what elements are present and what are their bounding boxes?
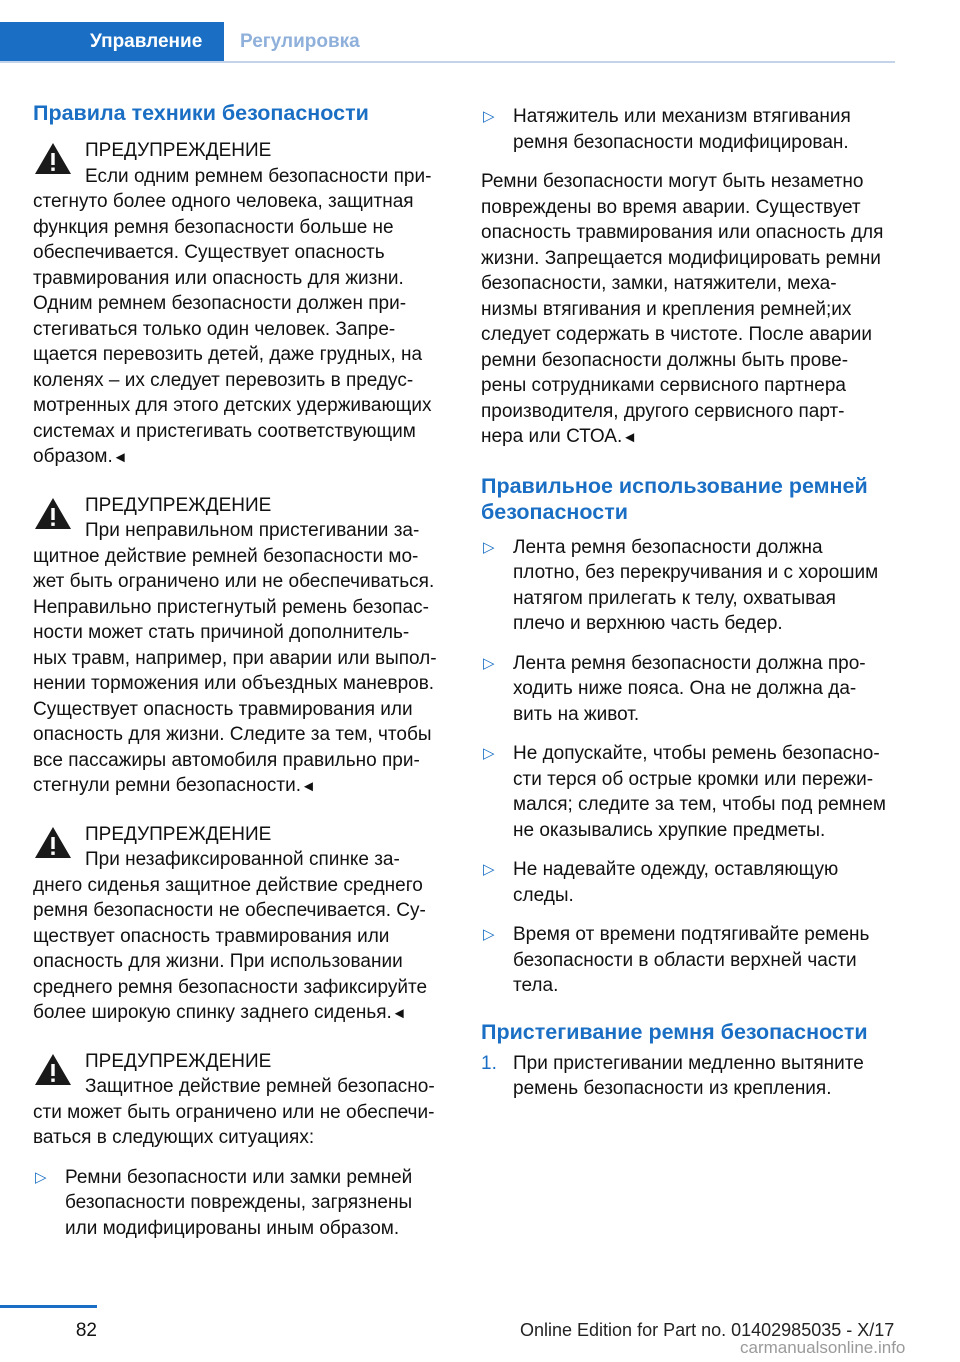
list-item-line: Лента ремня безопасности должна про- (513, 652, 866, 674)
list-item-line: ремень безопасности из крепления. (513, 1078, 832, 1099)
list-item-line: тела. (513, 975, 559, 996)
warning-text-line (33, 444, 448, 471)
header-divider (0, 61, 895, 63)
warning-triangle-icon (33, 140, 73, 176)
page-number: 82 (75, 1320, 97, 1341)
list-item-line: сти терся об острые кромки или пережи- (513, 768, 874, 790)
warning-text-line: щитное действие ремней безопасности мо- (33, 545, 419, 567)
step-number: 1. (481, 1052, 497, 1074)
list-item (481, 922, 896, 999)
warning-triangle-icon (33, 824, 73, 860)
left-column (33, 100, 448, 1255)
triangle-bullet-icon: ▷ (483, 538, 495, 556)
edition-note: Online Edition for Part no. 01402985035 - X/17 (520, 1320, 895, 1340)
warning-label: ПРЕДУПРЕЖДЕНИЕ (85, 140, 272, 161)
warning-block (33, 493, 448, 800)
warning-text-line: системах и пристегивать соответствующим (33, 420, 416, 442)
warning-text-line: функция ремня безопасности больше не (33, 216, 394, 238)
warning-text: образом. (33, 446, 113, 467)
warning-text-line: Существует опасность травмирования или (33, 698, 413, 720)
list-item-line: Время от времени подтягивайте ремень (513, 924, 870, 945)
triangle-bullet-icon: ▷ (483, 654, 495, 672)
list-item-line: Не надевайте одежду, оставляющую (513, 859, 839, 880)
warning-text-line: травмирования или опасность для жизни. (33, 267, 404, 289)
end-mark: ◄ (301, 778, 316, 795)
section-title-safety-rules: Правила техники безопасности (33, 101, 369, 125)
warning-text-line: ремня безопасности не обеспечивается. Су- (33, 900, 426, 921)
list-item-line: При пристегивании медленно вытяните (513, 1052, 864, 1074)
list-item-line: Не допускайте, чтобы ремень безопасно- (513, 743, 880, 764)
warning-text-line: опасность для жизни. Следите за тем, чтобы (33, 724, 432, 745)
list-item (481, 535, 896, 637)
warning-text-line: обеспечивается. Существует опасность (33, 242, 385, 263)
warning-text-line: нении торможения или объездных маневров. (33, 673, 435, 694)
section-title-line: Правильное использование ремней (481, 473, 868, 498)
list-item (33, 1165, 448, 1242)
numbered-list (481, 1051, 896, 1102)
warning-label: ПРЕДУПРЕЖДЕНИЕ (85, 823, 272, 845)
list-item-line: мался; следите за тем, чтобы под ремнем (513, 794, 886, 815)
warning-triangle-icon (33, 1051, 73, 1087)
paragraph-line: безопасности, замки, натяжители, меха- (481, 273, 837, 294)
warning-text-line: ваться в следующих ситуациях: (33, 1127, 315, 1148)
section-title-line: безопасности (481, 499, 628, 524)
paragraph (481, 169, 896, 451)
paragraph-line (481, 424, 896, 451)
triangle-bullet-icon: ▷ (483, 108, 495, 125)
warning-text-line: днего сиденья защитное действие среднего (33, 874, 423, 896)
warning-text-line: все пассажиры автомобиля правильно при- (33, 749, 420, 771)
list-item (481, 104, 896, 155)
list-item (481, 741, 896, 843)
list-item-line: Ремни безопасности или замки ремней (65, 1166, 413, 1188)
warning-text-line: стегиваться только один человек. Запре- (33, 318, 396, 340)
warning-label: ПРЕДУПРЕЖДЕНИЕ (85, 494, 272, 516)
warning-text: стегнули ремни безопасности. (33, 775, 302, 796)
warning-text-line: Неправильно пристегнутый ремень безопас- (33, 596, 429, 618)
paragraph-line: производителя, другого сервисного парт- (481, 400, 845, 422)
warning-text-line: При незафиксированной спинке за- (85, 849, 400, 870)
section-title-correct-use (481, 473, 896, 525)
end-mark: ◄ (391, 1005, 407, 1022)
warning-text-line: Одним ремнем безопасности должен при- (33, 293, 407, 314)
paragraph-line: низмы втягивания и крепления ремней;их (481, 298, 852, 320)
section-title-fastening: Пристегивание ремня безопасности (481, 1019, 868, 1044)
warning-block (33, 1049, 448, 1151)
list-item-line: Лента ремня безопасности должна (513, 536, 823, 558)
warning-block (33, 822, 448, 1027)
warning-triangle-icon (33, 495, 73, 531)
list-item-line: не оказывались хрупкие предметы. (513, 819, 826, 841)
warning-text-line: ществует опасность травмирования или (33, 925, 390, 947)
end-mark: ◄ (112, 449, 128, 466)
paragraph-line: рены сотрудниками сервисного партнера (481, 375, 846, 396)
warning-text-line: опасность для жизни. При использовании (33, 951, 403, 972)
list-item-line: или модифицированы иным образом. (65, 1217, 400, 1239)
list-item-line: Натяжитель или механизм втягивания (513, 106, 851, 127)
list-item-line: плечо и верхнюю часть бедер. (513, 613, 783, 634)
right-column (481, 104, 896, 1102)
list-item-line: следы. (513, 884, 574, 906)
list-item-line: плотно, без перекручивания и с хорошим (513, 562, 879, 583)
warning-text-line (33, 773, 448, 800)
triangle-bullet-icon: ▷ (483, 861, 495, 878)
paragraph-line: опасность травмирования или опасность для (481, 222, 884, 243)
triangle-bullet-icon: ▷ (35, 1168, 47, 1186)
tab-adjustments[interactable]: Регулировка (240, 31, 360, 52)
triangle-bullet-icon: ▷ (483, 926, 495, 943)
list-item-line: ремня безопасности модифицирован. (513, 131, 849, 153)
warning-text-line: коленях – их следует перевозить в предус- (33, 369, 414, 391)
header (0, 22, 895, 62)
list-item-line: ходить ниже пояса. Она не должна да- (513, 678, 857, 699)
watermark: carmanualsonline.info (740, 1338, 906, 1357)
warning-text-line: среднего ремня безопасности зафиксируйте (33, 976, 428, 998)
paragraph-line: жизни. Запрещается модифицировать ремни (481, 247, 881, 269)
paragraph-line: следует содержать в чистоте. После аварии (481, 324, 872, 345)
paragraph-line: Ремни безопасности могут быть незаметно (481, 171, 864, 192)
tab-controls[interactable]: Управление (0, 22, 224, 62)
warning-text-line (33, 1000, 448, 1027)
bullet-list (481, 535, 896, 999)
warning-text: более широкую спинку заднего сиденья. (33, 1002, 392, 1023)
list-item (481, 1051, 896, 1102)
list-item-line: безопасности повреждены, загрязнены (65, 1192, 413, 1213)
warning-text-line: щается перевозить детей, даже грудных, на (33, 344, 423, 365)
end-mark: ◄ (622, 429, 638, 446)
warning-block (33, 138, 448, 471)
list-item-line: вить на живот. (513, 703, 640, 725)
warning-text-line: При неправильном пристегивании за- (85, 520, 420, 541)
warning-text-line: Если одним ремнем безопасности при- (85, 165, 432, 187)
list-item-line: натягом прилегать к телу, охватывая (513, 587, 836, 609)
bullet-list (33, 1165, 448, 1242)
triangle-bullet-icon: ▷ (483, 745, 495, 762)
paragraph-line: ремни безопасности должны быть прове- (481, 349, 849, 371)
warning-text-line: мотренных для этого детских удерживающих (33, 395, 432, 416)
footer-divider (0, 1305, 97, 1308)
warning-text-line: сти может быть ограничено или не обеспечи- (33, 1101, 435, 1123)
paragraph-line: повреждены во время аварии. Существует (481, 196, 861, 218)
list-item-line: безопасности в области верхней части (513, 949, 857, 971)
warning-text-line: стегнуто более одного человека, защитная (33, 191, 414, 212)
bullet-list (481, 104, 896, 155)
warning-text-line: ности может стать причиной дополнитель- (33, 622, 410, 643)
list-item (481, 651, 896, 728)
list-item (481, 857, 896, 908)
warning-label: ПРЕДУПРЕЖДЕНИЕ (85, 1050, 272, 1072)
warning-text-line: жет быть ограничено или не обеспечиваться. (33, 571, 435, 592)
paragraph-text: нера или СТОА. (481, 426, 623, 447)
warning-text-line: ных травм, например, при аварии или выпол- (33, 647, 437, 669)
warning-text-line: Защитное действие ремней безопасно- (85, 1076, 435, 1097)
